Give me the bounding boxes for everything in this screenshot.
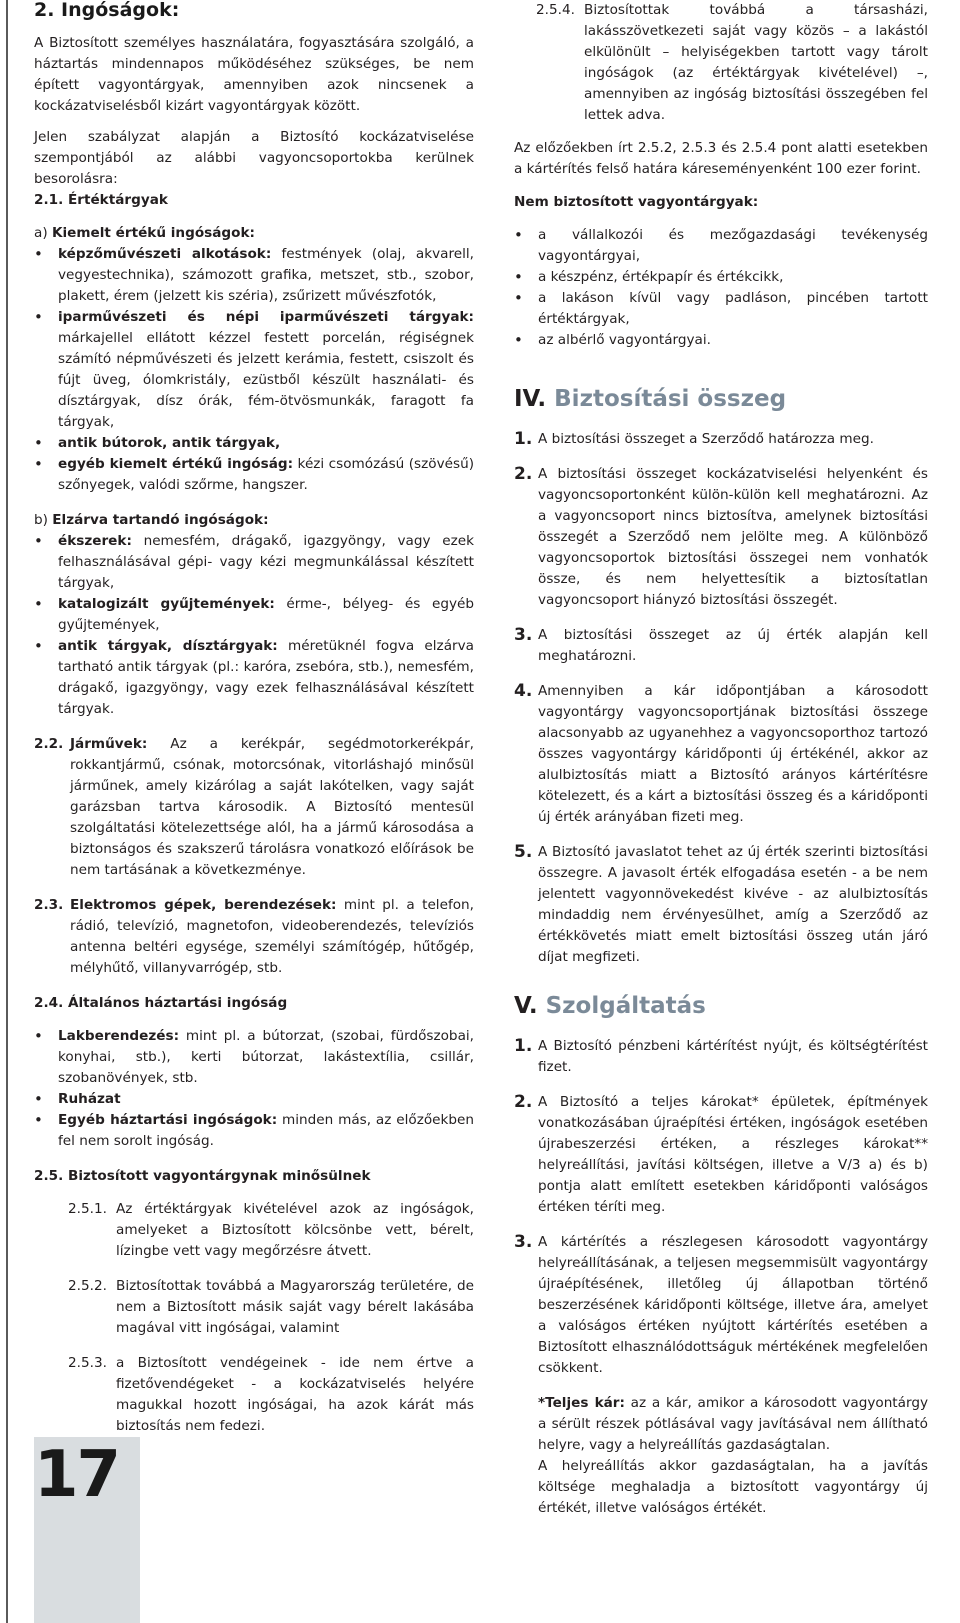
list-item: • egyéb kiemelt értékű ingóság: kézi csomózású (szövésű) szőnyegek, valódi szőrme, hangszer. [34,454,474,496]
valuables-list [34,244,474,496]
service-item-2: 2. A Biztosító a teljes károkat* épületek, építmények vonatkozásában újraépítési értéken, ingóságok esetében újrabeszerzési értéken, a részleges károkat** helyreállítási, javítási költségen, illetve a V/3 a) és b) pontja alatt említett esetekben káridőponti valóságos értéken téríti meg. [514,1092,928,1215]
service-item-1: 1. A Biztosító pénzbeni kártérítést nyújt, és költségtérítést fizet. [514,1036,928,1075]
section-2-3: 2.3. Elektromos gépek, berendezések: mint pl. a telefon, rádió, televízió, magnetofon, videoberendezés, televíziós antenna beltéri egysége, személyi számítógép, hűtőgép, mélyhűtő, villanyvarrógép, stb. [34,897,474,976]
list-item: • iparművészeti és népi iparművészeti tárgyak: márkajellel ellátott kézzel festett porcelán, régiségnek számító népművészeti és jelzett kerámia, festett, csiszolt és fújt üveg, ólomkristály, ezüstből készült használati- és dísztárgyak, dísz órák, fém-ötvösmunkák, faragott fa tárgyak, [34,307,474,433]
sum-item-5: 5. A Biztosító javaslatot tehet az új érték szerinti biztosítási összegre. A javasolt érték elfogadása esetén - a be nem jelentett vagyonnövekedést kivéve - az alulbiztosítás mindaddig nem érvényesülhet, amíg a Szerződő az értékkövetés miatt emelt biztosítási összeg után járó díjat megfizeti. [514,842,928,965]
item-2-5-3: 2.5.3. a Biztosított vendégeinek - ide nem értve a fizetővendégeket - a kockázatviselés helyére magukkal hozott ingóságai, ha azok kárát más biztosítás nem fedezi. [68,1355,474,1434]
not-insured-title: Nem biztosított vagyontárgyak: [514,194,759,210]
subsection-b-title: b) Elzárva tartandó ingóságok: [34,512,269,528]
list-item: • képzőművészeti alkotások: festmények (olaj, akvarell, vegyestechnika), számozott grafika, metszet, stb., szobor, plakett, érem (jelzett kis széria), zsűrizett művészfotók, [34,244,474,307]
locked-items-list [34,531,474,720]
item-2-5-4: 2.5.4. Biztosítottak továbbá a társasházi, lakásszövetkezeti saját vagy közös – a lakástól elkülönült – helyiségekben tartott vagy tárolt ingóságok (az értéktárgyak kivételével) –, amennyiben az ingóság biztosítási összegében fel lettek adva. [536,2,928,123]
list-item: • Ruházat [34,1089,474,1110]
list-item: • a készpénz, értékpapír és értékcikk, [514,267,928,288]
section-2-2: 2.2. Járművek: Az a kerékpár, segédmotorkerékpár, rokkantjármű, csónak, motorcsónak, vitorláshajó minősül járműnek, amely kizárólag a saját lakótelken, vagy saját garázsban tartva károsodik. A Biztosító mentesül szolgáltatási kötelezettsége alól, ha a jármű károsodása a biztonságos és szakszerű tárolásra vonatkozó előírások be nem tartásának a következménye. [34,736,474,878]
list-item: • antik bútorok, antik tárgyak, [34,433,474,454]
item-2-5-1: 2.5.1. Az értéktárgyak kivételével azok az ingóságok, amelyeket a Biztosított kölcsönbe vett, bérelt, lízingbe vett vagy megőrzésre átvett. [68,1201,474,1259]
sum-item-1: 1. A biztosítási összeget a Szerződő határozza meg. [514,429,874,449]
sum-item-2: 2. A biztosítási összeget kockázatviselési helyenként és vagyoncsoportonként külön-külön kell meghatározni. Az a vagyoncsoport nincs biztosítva, amelynek biztosítási összegét a Szerződő nem jelölte meg. A különböző vagyoncsoportok biztosítási összegei nem vonhatók össze, és nem helyettesítik a biztosítatlan vagyoncsoport hiányzó biztosítási összegét. [514,464,928,608]
heading-2-5: 2.5. Biztosított vagyontárgynak minősülnek [34,1168,371,1184]
list-item: • Egyéb háztartási ingóságok: minden más, az előzőekben fel nem sorolt ingóság. [34,1110,474,1152]
list-item: • katalogizált gyűjtemények: érme-, bélyeg- és egyéb gyűjtemények, [34,594,474,636]
section-iv-heading: IV. Biztosítási összeg [514,386,787,412]
item-2-5-2: 2.5.2. Biztosítottak továbbá a Magyarország területére, de nem a Biztosított másik saját vagy bérelt lakásába magával vitt ingóságai, valamint [68,1278,474,1336]
not-insured-list [514,225,928,351]
subsection-a-title: a) Kiemelt értékű ingóságok: [34,225,255,241]
page-number: 17 [34,1438,120,1512]
list-item: • a vállalkozói és mezőgazdasági tevékenység vagyontárgyai, [514,225,928,267]
section-2-title: 2. Ingóságok: [34,0,180,21]
list-item: • a lakáson kívül vagy padláson, pincében tartott értéktárgyak, [514,288,928,330]
left-column [34,0,474,1451]
list-item: • ékszerek: nemesfém, drágakő, igazgyöngy, vagy ezek felhasználásával gépi- vagy kézi megmunkálással készített tárgyak, [34,531,474,594]
list-item: • az albérlő vagyontárgyai. [514,330,928,351]
right-column [514,0,928,1519]
intro-paragraph: A Biztosított személyes használatára, fogyasztására szolgáló, a háztartás mindennapos működéséhez szükséges, be nem épített vagyontárgyak, amennyiben azok nincsenek a kockázatviselésből kizárt vagyontárgyak között. [34,35,474,114]
list-item: • antik tárgyak, dísztárgyak: méretüknél fogva elzárva tartható antik tárgyak (pl.: karóra, zsebóra, stb.), nemesfém, drágakő, igazgyöngy, vagy ezek felhasználásával készített tárgyak. [34,636,474,720]
list-item: • Lakberendezés: mint pl. a bútorzat, (szobai, fürdőszobai, konyhai, stb.), kerti bútorzat, lakástextília, csillár, szobanövények, stb. [34,1026,474,1089]
limit-paragraph: Az előzőekben írt 2.5.2, 2.5.3 és 2.5.4 pont alatti esetekben a kártérítés felső határa káreseményenként 100 ezer forint. [514,140,928,177]
heading-2-1: 2.1. Értéktárgyak [34,192,168,208]
full-loss-definition: *Teljes kár: az a kár, amikor a károsodott vagyontárgy a sérült részek pótlásával vagy javításával nem állítható helyre, vagy a helyreállítás gazdaságtalan. A helyreállítás akkor gazdaságtalan, ha a javítás költsége meghaladja a biztosított vagyontárgy új értékét, illetve valóságos értékét. [538,1395,928,1516]
heading-2-4: 2.4. Általános háztartási ingóság [34,995,288,1011]
sum-item-3: 3. A biztosítási összeget az új érték alapján kell meghatározni. [514,625,928,664]
left-margin-rule [6,0,8,1623]
sum-item-4: 4. Amennyiben a kár időpontjában a károsodott vagyontárgy vagyoncsoportjának biztosítási összege alacsonyabb az ugyanehhez a vagyoncsoporthoz tartozó összes vagyontárgy káridőponti új értékénél, akkor az alulbiztosítás miatt a Biztosító arányos kártérítésre kötelezett, és a kárt a biztosítási összeg és a káridőponti új érték arányában fizeti meg. [514,681,928,825]
section-v-heading: V. Szolgáltatás [514,993,706,1019]
service-item-3: 3. A kártérítés a részlegesen károsodott vagyontárgy helyreállításának, a teljesen megsemmisült vagyontárgy újraépítésének, illetőleg új állapotban történő beszerzésének káridőponti költsége, illetve ára, amelyet a valóságos értéken nyújtott kártérítés esetében a Biztosított elhasználódottságuk mértékének megfelelően csökkent. [514,1232,928,1376]
intro-paragraph-2: Jelen szabályzat alapján a Biztosító kockázatviselése szempontjából az alábbi vagyoncsoportokba kerülnek besorolásra: [34,129,474,187]
household-list [34,1026,474,1152]
